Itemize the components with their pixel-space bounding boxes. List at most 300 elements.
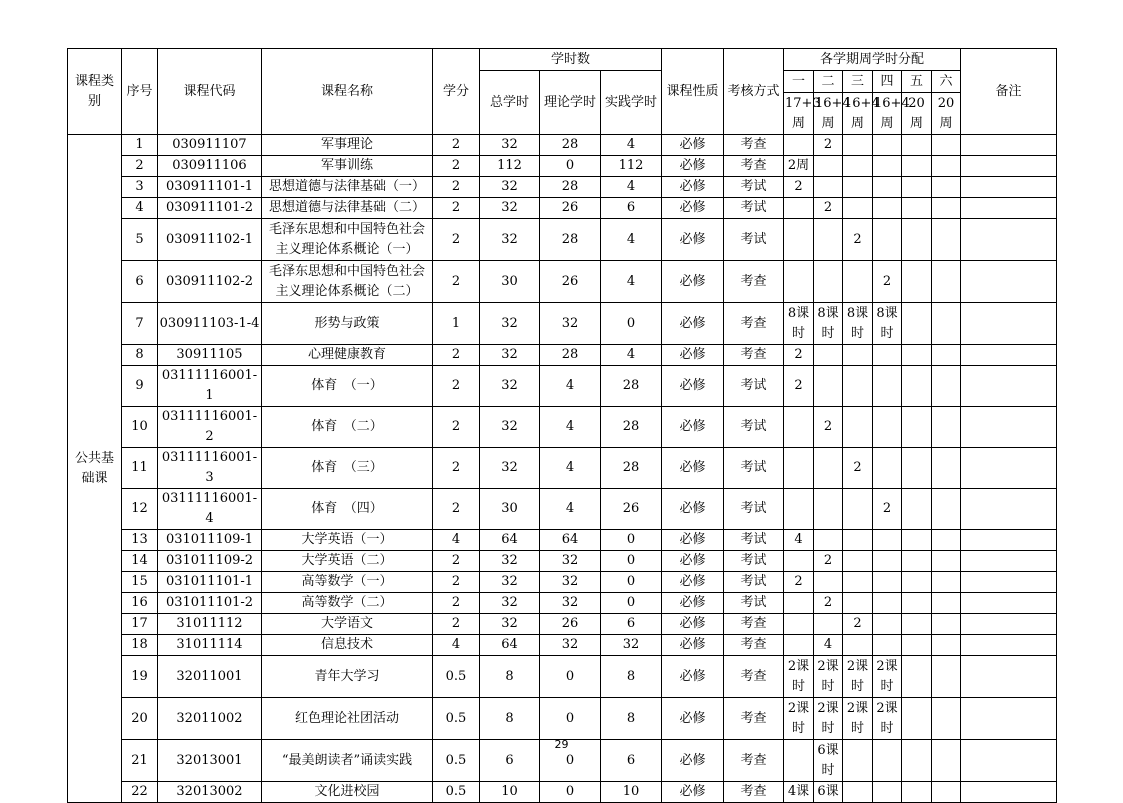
theory-hours-cell: 0 [540, 740, 601, 782]
remarks-cell [961, 635, 1057, 656]
header-name: 课程名称 [262, 49, 433, 135]
exam-cell: 考查 [724, 740, 784, 782]
seq-cell: 16 [122, 593, 158, 614]
semester-1-cell [784, 407, 814, 448]
credit-cell: 2 [433, 198, 480, 219]
credit-cell: 2 [433, 614, 480, 635]
table-row [68, 156, 1057, 177]
seq-cell: 12 [122, 489, 158, 530]
semester-1-cell: 8课时 [784, 303, 814, 345]
remarks-cell [961, 303, 1057, 345]
semester-4-cell [873, 530, 902, 551]
name-cell: 体育 （四） [262, 489, 433, 530]
semester-1-cell [784, 635, 814, 656]
semester-3-cell [843, 156, 873, 177]
semester-5-cell [902, 572, 932, 593]
header-hours-group: 学时数 [480, 49, 662, 71]
semester-2-cell: 2 [814, 135, 843, 156]
semester-1-cell: 4课 [784, 782, 814, 803]
code-cell: 030911102-1 [158, 219, 262, 261]
code-cell: 031011101-1 [158, 572, 262, 593]
semester-2-cell: 6课 [814, 782, 843, 803]
seq-cell: 17 [122, 614, 158, 635]
theory-hours-cell: 28 [540, 345, 601, 366]
semester-4-cell [873, 177, 902, 198]
credit-cell: 2 [433, 177, 480, 198]
name-cell: 军事训练 [262, 156, 433, 177]
semester-3-cell [843, 551, 873, 572]
table-row [68, 489, 1057, 530]
code-cell: 32011001 [158, 656, 262, 698]
semester-3-cell: 2 [843, 614, 873, 635]
header-semester-group: 各学期周学时分配 [784, 49, 961, 71]
semester-4-cell [873, 782, 902, 803]
code-cell: 030911103-1-4 [158, 303, 262, 345]
exam-cell: 考试 [724, 572, 784, 593]
remarks-cell [961, 614, 1057, 635]
semester-3-cell [843, 135, 873, 156]
nature-cell: 必修 [662, 489, 724, 530]
header-exam: 考核方式 [724, 49, 784, 135]
nature-cell: 必修 [662, 198, 724, 219]
semester-6-cell [932, 345, 961, 366]
code-cell: 030911107 [158, 135, 262, 156]
semester-5-cell [902, 635, 932, 656]
theory-hours-cell: 32 [540, 572, 601, 593]
nature-cell: 必修 [662, 407, 724, 448]
semester-4-cell [873, 448, 902, 489]
nature-cell: 必修 [662, 303, 724, 345]
header-semester-weeks-1: 17+3周 [784, 93, 814, 135]
remarks-cell [961, 530, 1057, 551]
table-row [68, 572, 1057, 593]
remarks-cell [961, 261, 1057, 303]
total-hours-cell: 32 [480, 614, 540, 635]
table-row [68, 219, 1057, 261]
semester-3-cell [843, 530, 873, 551]
table-row [68, 303, 1057, 345]
nature-cell: 必修 [662, 261, 724, 303]
exam-cell: 考查 [724, 782, 784, 803]
semester-1-cell [784, 198, 814, 219]
theory-hours-cell: 0 [540, 656, 601, 698]
semester-6-cell [932, 219, 961, 261]
practice-hours-cell: 4 [601, 135, 662, 156]
header-semester-weeks-3: 16+4周 [843, 93, 873, 135]
name-cell: 体育 （三） [262, 448, 433, 489]
header-semester-weeks-5: 20周 [902, 93, 932, 135]
semester-1-cell [784, 614, 814, 635]
seq-cell: 9 [122, 366, 158, 407]
semester-1-cell [784, 448, 814, 489]
semester-6-cell [932, 261, 961, 303]
exam-cell: 考查 [724, 135, 784, 156]
semester-5-cell [902, 448, 932, 489]
semester-3-cell [843, 366, 873, 407]
credit-cell: 2 [433, 448, 480, 489]
code-cell: 030911101-2 [158, 198, 262, 219]
remarks-cell [961, 198, 1057, 219]
practice-hours-cell: 0 [601, 530, 662, 551]
semester-6-cell [932, 593, 961, 614]
semester-6-cell [932, 407, 961, 448]
semester-2-cell [814, 572, 843, 593]
semester-1-cell [784, 135, 814, 156]
code-cell: 03111116001-3 [158, 448, 262, 489]
remarks-cell [961, 489, 1057, 530]
semester-4-cell [873, 198, 902, 219]
exam-cell: 考查 [724, 698, 784, 740]
code-cell: 031011101-2 [158, 593, 262, 614]
semester-5-cell [902, 489, 932, 530]
theory-hours-cell: 0 [540, 782, 601, 803]
practice-hours-cell: 0 [601, 551, 662, 572]
semester-6-cell [932, 366, 961, 407]
total-hours-cell: 64 [480, 635, 540, 656]
table-row [68, 261, 1057, 303]
semester-2-cell [814, 530, 843, 551]
semester-2-cell [814, 219, 843, 261]
practice-hours-cell: 8 [601, 698, 662, 740]
nature-cell: 必修 [662, 135, 724, 156]
total-hours-cell: 32 [480, 572, 540, 593]
credit-cell: 1 [433, 303, 480, 345]
semester-4-cell: 2 [873, 489, 902, 530]
practice-hours-cell: 32 [601, 635, 662, 656]
exam-cell: 考试 [724, 551, 784, 572]
practice-hours-cell: 4 [601, 219, 662, 261]
semester-4-cell [873, 551, 902, 572]
total-hours-cell: 32 [480, 135, 540, 156]
semester-1-cell [784, 261, 814, 303]
total-hours-cell: 10 [480, 782, 540, 803]
header-total-hours: 总学时 [480, 71, 540, 135]
table-row [68, 635, 1057, 656]
semester-6-cell [932, 198, 961, 219]
practice-hours-cell: 28 [601, 448, 662, 489]
semester-1-cell: 2课时 [784, 698, 814, 740]
header-semester-3: 三 [843, 71, 873, 93]
semester-4-cell: 8课时 [873, 303, 902, 345]
header-semester-weeks-6: 20周 [932, 93, 961, 135]
seq-cell: 15 [122, 572, 158, 593]
total-hours-cell: 32 [480, 219, 540, 261]
semester-5-cell [902, 303, 932, 345]
exam-cell: 考试 [724, 448, 784, 489]
table-row [68, 366, 1057, 407]
semester-3-cell [843, 593, 873, 614]
semester-3-cell: 2课时 [843, 656, 873, 698]
credit-cell: 2 [433, 489, 480, 530]
semester-5-cell [902, 656, 932, 698]
practice-hours-cell: 0 [601, 303, 662, 345]
remarks-cell [961, 407, 1057, 448]
code-cell: 031011109-1 [158, 530, 262, 551]
table-row [68, 782, 1057, 803]
semester-2-cell [814, 448, 843, 489]
table-row [68, 177, 1057, 198]
semester-6-cell [932, 489, 961, 530]
table-row [68, 593, 1057, 614]
seq-cell: 19 [122, 656, 158, 698]
seq-cell: 6 [122, 261, 158, 303]
nature-cell: 必修 [662, 593, 724, 614]
semester-4-cell: 2课时 [873, 698, 902, 740]
seq-cell: 22 [122, 782, 158, 803]
semester-4-cell [873, 135, 902, 156]
exam-cell: 考试 [724, 198, 784, 219]
exam-cell: 考查 [724, 303, 784, 345]
total-hours-cell: 64 [480, 530, 540, 551]
nature-cell: 必修 [662, 740, 724, 782]
semester-3-cell [843, 572, 873, 593]
seq-cell: 3 [122, 177, 158, 198]
table-row [68, 698, 1057, 740]
code-cell: 03111116001-2 [158, 407, 262, 448]
total-hours-cell: 32 [480, 593, 540, 614]
credit-cell: 2 [433, 261, 480, 303]
semester-5-cell [902, 198, 932, 219]
practice-hours-cell: 6 [601, 740, 662, 782]
code-cell: 32013002 [158, 782, 262, 803]
semester-2-cell: 8课时 [814, 303, 843, 345]
table-row [68, 135, 1057, 156]
semester-2-cell: 2 [814, 198, 843, 219]
remarks-cell [961, 156, 1057, 177]
practice-hours-cell: 8 [601, 656, 662, 698]
semester-1-cell: 4 [784, 530, 814, 551]
semester-6-cell [932, 698, 961, 740]
semester-4-cell [873, 219, 902, 261]
semester-3-cell: 2 [843, 448, 873, 489]
theory-hours-cell: 28 [540, 135, 601, 156]
semester-3-cell [843, 489, 873, 530]
name-cell: 大学语文 [262, 614, 433, 635]
seq-cell: 21 [122, 740, 158, 782]
nature-cell: 必修 [662, 614, 724, 635]
table-row [68, 551, 1057, 572]
theory-hours-cell: 4 [540, 448, 601, 489]
semester-4-cell [873, 572, 902, 593]
table-body [68, 135, 1057, 803]
semester-1-cell [784, 551, 814, 572]
practice-hours-cell: 6 [601, 198, 662, 219]
remarks-cell [961, 593, 1057, 614]
semester-1-cell: 2周 [784, 156, 814, 177]
practice-hours-cell: 28 [601, 407, 662, 448]
semester-2-cell: 2课时 [814, 698, 843, 740]
exam-cell: 考试 [724, 219, 784, 261]
remarks-cell [961, 219, 1057, 261]
name-cell: 军事理论 [262, 135, 433, 156]
semester-2-cell [814, 489, 843, 530]
semester-5-cell [902, 366, 932, 407]
exam-cell: 考试 [724, 407, 784, 448]
semester-1-cell [784, 219, 814, 261]
seq-cell: 2 [122, 156, 158, 177]
header-credit: 学分 [433, 49, 480, 135]
nature-cell: 必修 [662, 698, 724, 740]
practice-hours-cell: 4 [601, 345, 662, 366]
total-hours-cell: 32 [480, 448, 540, 489]
name-cell: 体育 （一） [262, 366, 433, 407]
exam-cell: 考试 [724, 530, 784, 551]
practice-hours-cell: 10 [601, 782, 662, 803]
header-semester-weeks-2: 16+4周 [814, 93, 843, 135]
code-cell: 32013001 [158, 740, 262, 782]
credit-cell: 2 [433, 135, 480, 156]
semester-2-cell [814, 366, 843, 407]
semester-6-cell [932, 782, 961, 803]
semester-6-cell [932, 448, 961, 489]
seq-cell: 8 [122, 345, 158, 366]
semester-5-cell [902, 698, 932, 740]
semester-2-cell: 2 [814, 593, 843, 614]
seq-cell: 1 [122, 135, 158, 156]
code-cell: 031011109-2 [158, 551, 262, 572]
credit-cell: 4 [433, 635, 480, 656]
total-hours-cell: 32 [480, 177, 540, 198]
exam-cell: 考查 [724, 345, 784, 366]
name-cell: “最美朗读者”诵读实践 [262, 740, 433, 782]
nature-cell: 必修 [662, 551, 724, 572]
header-semester-4: 四 [873, 71, 902, 93]
theory-hours-cell: 28 [540, 177, 601, 198]
name-cell: 信息技术 [262, 635, 433, 656]
total-hours-cell: 6 [480, 740, 540, 782]
credit-cell: 2 [433, 551, 480, 572]
code-cell: 030911101-1 [158, 177, 262, 198]
semester-6-cell [932, 530, 961, 551]
exam-cell: 考试 [724, 366, 784, 407]
semester-6-cell [932, 303, 961, 345]
practice-hours-cell: 28 [601, 366, 662, 407]
practice-hours-cell: 4 [601, 261, 662, 303]
semester-4-cell: 2 [873, 261, 902, 303]
semester-2-cell [814, 614, 843, 635]
semester-1-cell: 2课时 [784, 656, 814, 698]
remarks-cell [961, 345, 1057, 366]
semester-5-cell [902, 156, 932, 177]
credit-cell: 0.5 [433, 698, 480, 740]
remarks-cell [961, 656, 1057, 698]
name-cell: 大学英语（一） [262, 530, 433, 551]
semester-3-cell [843, 782, 873, 803]
semester-4-cell [873, 593, 902, 614]
name-cell: 大学英语（二） [262, 551, 433, 572]
credit-cell: 2 [433, 156, 480, 177]
semester-6-cell [932, 656, 961, 698]
semester-3-cell: 2课时 [843, 698, 873, 740]
semester-4-cell [873, 366, 902, 407]
semester-6-cell [932, 635, 961, 656]
semester-5-cell [902, 407, 932, 448]
semester-5-cell [902, 530, 932, 551]
semester-5-cell [902, 261, 932, 303]
seq-cell: 5 [122, 219, 158, 261]
semester-2-cell: 6课时 [814, 740, 843, 782]
name-cell: 高等数学（一） [262, 572, 433, 593]
semester-4-cell: 2课时 [873, 656, 902, 698]
semester-3-cell [843, 261, 873, 303]
page-number: 29 [554, 738, 569, 751]
semester-4-cell [873, 614, 902, 635]
nature-cell: 必修 [662, 366, 724, 407]
table-row [68, 345, 1057, 366]
total-hours-cell: 8 [480, 698, 540, 740]
code-cell: 03111116001-1 [158, 366, 262, 407]
seq-cell: 10 [122, 407, 158, 448]
header-semester-6: 六 [932, 71, 961, 93]
table-row [68, 448, 1057, 489]
name-cell: 毛泽东思想和中国特色社会主义理论体系概论（一） [262, 219, 433, 261]
nature-cell: 必修 [662, 635, 724, 656]
theory-hours-cell: 32 [540, 635, 601, 656]
exam-cell: 考查 [724, 261, 784, 303]
code-cell: 31011114 [158, 635, 262, 656]
exam-cell: 考查 [724, 656, 784, 698]
semester-3-cell [843, 407, 873, 448]
semester-6-cell [932, 614, 961, 635]
code-cell: 31011112 [158, 614, 262, 635]
credit-cell: 2 [433, 219, 480, 261]
remarks-cell [961, 366, 1057, 407]
total-hours-cell: 32 [480, 198, 540, 219]
remarks-cell [961, 448, 1057, 489]
credit-cell: 2 [433, 366, 480, 407]
header-category: 课程类别 [68, 49, 122, 135]
credit-cell: 0.5 [433, 782, 480, 803]
exam-cell: 考试 [724, 593, 784, 614]
semester-5-cell [902, 219, 932, 261]
semester-3-cell [843, 345, 873, 366]
header-semester-2: 二 [814, 71, 843, 93]
total-hours-cell: 32 [480, 303, 540, 345]
practice-hours-cell: 112 [601, 156, 662, 177]
code-cell: 03111116001-4 [158, 489, 262, 530]
code-cell: 030911106 [158, 156, 262, 177]
total-hours-cell: 30 [480, 489, 540, 530]
practice-hours-cell: 0 [601, 572, 662, 593]
credit-cell: 2 [433, 345, 480, 366]
practice-hours-cell: 0 [601, 593, 662, 614]
name-cell: 形势与政策 [262, 303, 433, 345]
nature-cell: 必修 [662, 177, 724, 198]
name-cell: 体育 （二） [262, 407, 433, 448]
semester-5-cell [902, 177, 932, 198]
exam-cell: 考查 [724, 635, 784, 656]
remarks-cell [961, 572, 1057, 593]
theory-hours-cell: 0 [540, 698, 601, 740]
semester-3-cell: 8课时 [843, 303, 873, 345]
header-theory-hours: 理论学时 [540, 71, 601, 135]
header-semester-weeks-4: 16+4周 [873, 93, 902, 135]
table-row [68, 198, 1057, 219]
exam-cell: 考试 [724, 177, 784, 198]
nature-cell: 必修 [662, 782, 724, 803]
name-cell: 思想道德与法律基础（二） [262, 198, 433, 219]
remarks-cell [961, 135, 1057, 156]
remarks-cell [961, 698, 1057, 740]
name-cell: 青年大学习 [262, 656, 433, 698]
nature-cell: 必修 [662, 572, 724, 593]
header-semester-5: 五 [902, 71, 932, 93]
header-remarks: 备注 [961, 49, 1057, 135]
nature-cell: 必修 [662, 448, 724, 489]
total-hours-cell: 30 [480, 261, 540, 303]
code-cell: 30911105 [158, 345, 262, 366]
credit-cell: 4 [433, 530, 480, 551]
